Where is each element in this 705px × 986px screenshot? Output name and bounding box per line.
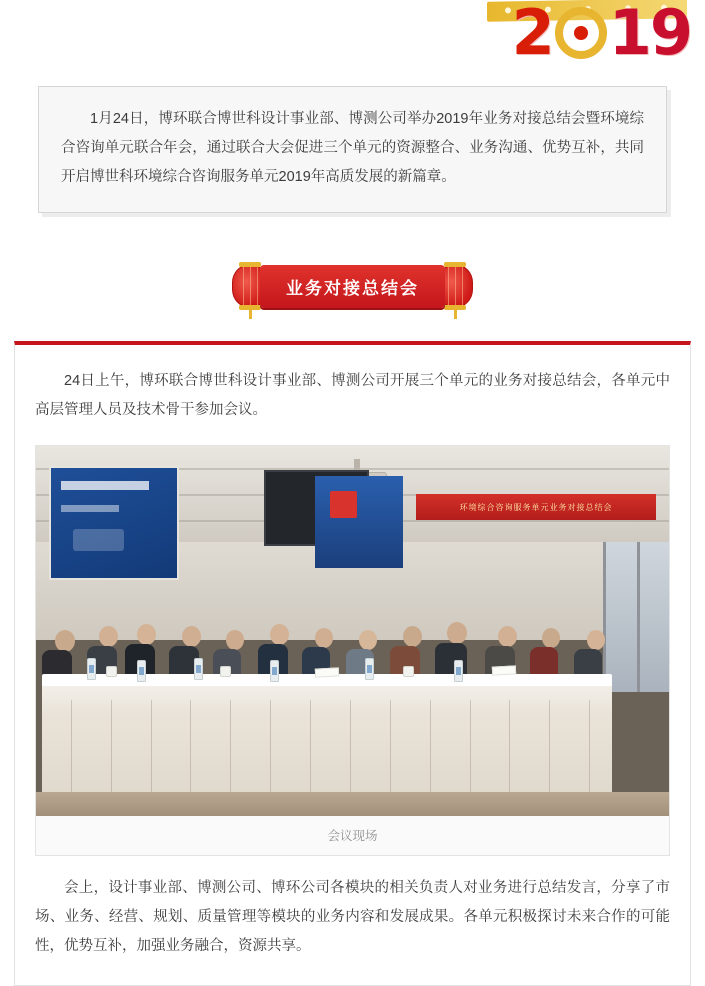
photo-caption: 会议现场 — [36, 816, 669, 855]
year-digit-1: 1 — [608, 0, 650, 69]
meeting-photo — [36, 446, 669, 816]
photo-banner-text: 环境综合咨询服务单元业务对接总结会 — [459, 502, 613, 512]
water-bottle — [87, 658, 96, 680]
paper-cup — [106, 666, 117, 677]
content-card — [14, 341, 691, 986]
paper-cup — [403, 666, 414, 677]
year-banner — [0, 0, 705, 86]
photo-blue-poster-right — [315, 476, 404, 568]
water-bottle — [454, 660, 463, 682]
document-sheet — [314, 667, 338, 677]
document-sheet — [492, 665, 516, 675]
paragraph-bottom: 会上，设计事业部、博测公司、博环公司各模块的相关负责人对业务进行总结发言，分享了市场、业务、经营、规划、质量管理等模块的业务内容和发展成果。各单元积极探讨未来合作的可能性，优势互补，加强业务融合，资源共享。 — [35, 880, 670, 954]
paragraph-top: 24日上午，博环联合博世科设计事业部、博测公司开展三个单元的业务对接总结会，各单元中高层管理人员及技术骨干参加会议。 — [35, 373, 670, 418]
meeting-photo-figure — [35, 445, 670, 856]
water-bottle — [194, 658, 203, 680]
water-bottle — [365, 658, 374, 680]
photo-floor — [36, 792, 669, 816]
year-digit-9: 9 — [649, 0, 691, 69]
intro-paragraph: 1月24日，博环联合博世科设计事业部、博测公司举办2019年业务对接总结会暨环境综合咨询单元联合年会，通过联合大会促进三个单元的资源整合、业务沟通、优势互补，共同开启博世科环境综合咨询服务单元2019年高质发展的新篇章。 — [61, 111, 644, 185]
year-text — [511, 0, 691, 69]
year-digit-0 — [555, 7, 607, 59]
paper-cup — [220, 666, 231, 677]
water-bottle — [270, 660, 279, 682]
photo-red-banner — [416, 494, 657, 520]
section-title-label: 业务对接总结会 — [260, 265, 445, 308]
photo-blue-poster-left — [49, 466, 180, 580]
water-bottle — [137, 660, 146, 682]
section-title — [0, 257, 705, 315]
year-digit-2: 2 — [511, 0, 553, 69]
intro-box — [38, 86, 667, 213]
